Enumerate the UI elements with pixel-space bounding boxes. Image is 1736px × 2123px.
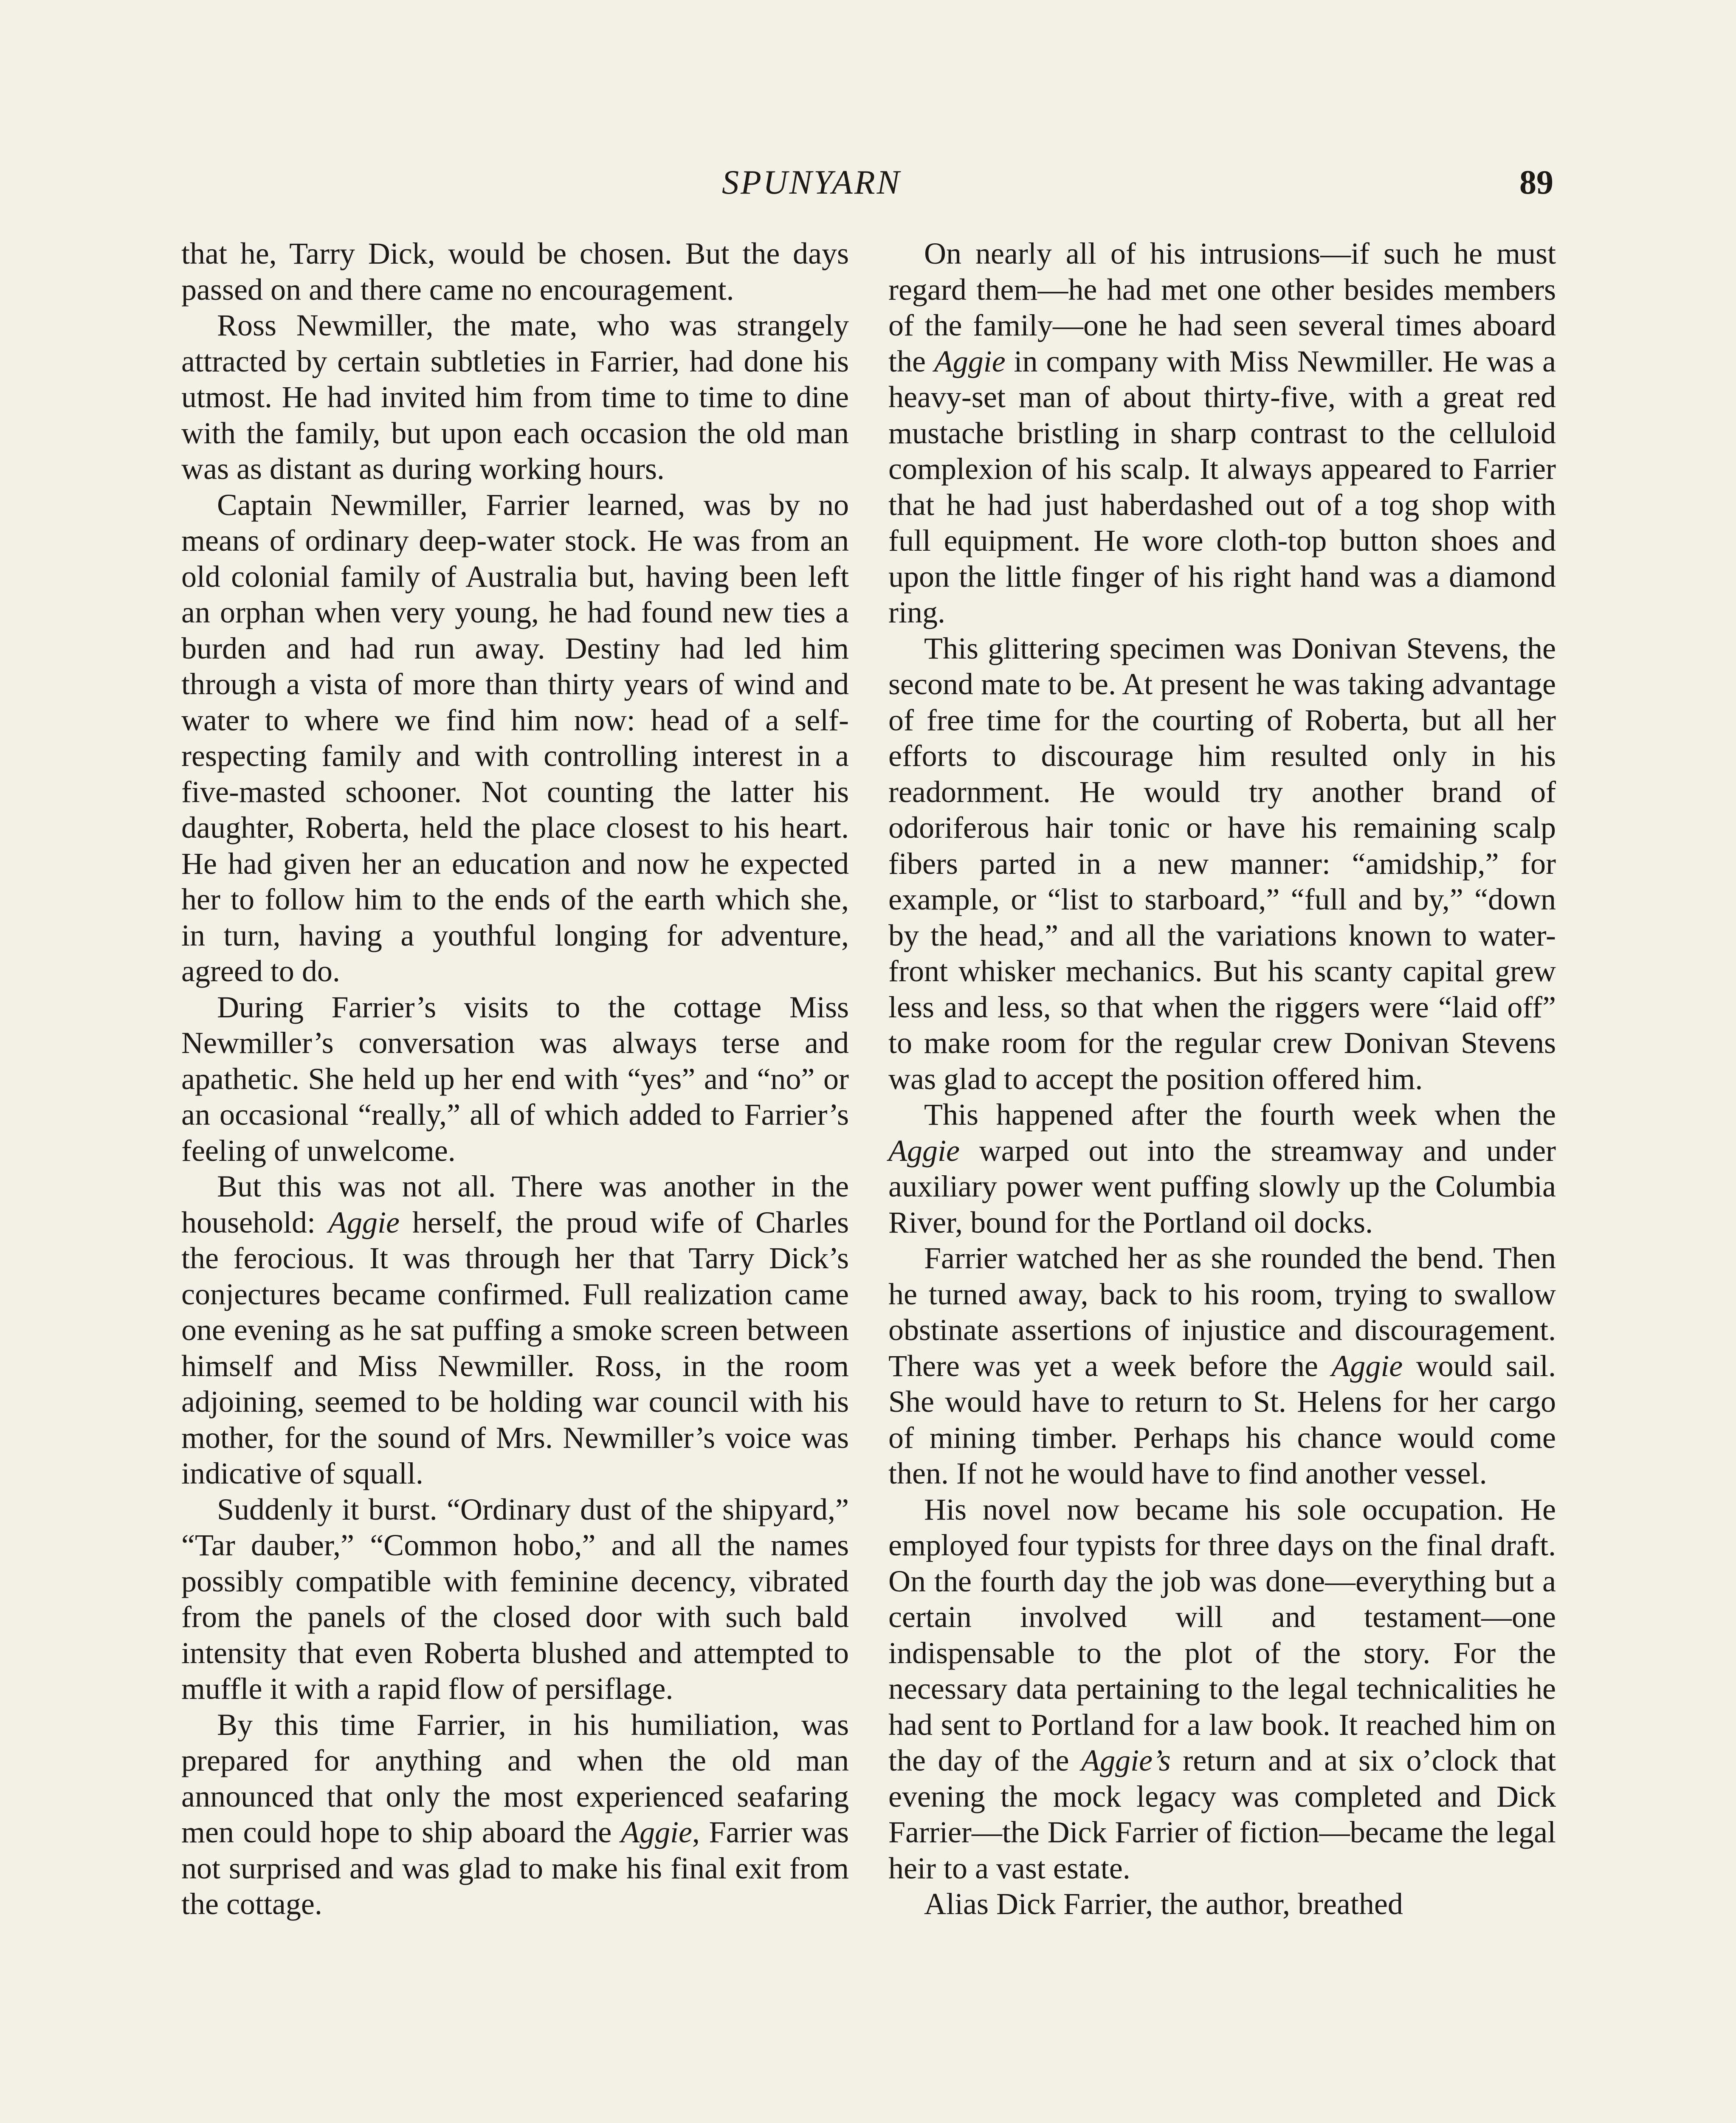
ship-name: Aggie xyxy=(1331,1349,1403,1383)
paragraph: But this was not all. There was another in the household: Aggie herself, the proud wife of Charles the ferocious. It was through her that Tarry Dick’s conjectures became confirmed. Full realization came one evening as he sat puffing a smoke screen between himself and Miss Newmiller. Ross, in the room adjoining, seemed to be holding war council with his mother, for the sound of Mrs. Newmiller’s voice was indicative of squall. xyxy=(181,1169,849,1490)
paragraph: This glittering specimen was Donivan Stevens, the second mate to be. At present he was taking advantage of free time for the courting of Roberta, but all her efforts to discourage him resulted only in his readornment. He would try another brand of odoriferous hair tonic or have his remaining scalp fibers parted in a new manner: “amidship,” for example, or “list to starboard,” “full and by,” “down by the head,” and all the variations known to water-front whisker mechanics. But his scanty capital grew less and less, so that when the riggers were “laid off” to make room for the regular crew Donivan Stevens was glad to accept the position offered him. xyxy=(888,631,1556,1096)
paragraph: By this time Farrier, in his humiliation, was prepared for anything and when the old man announced that only the most experienced seafaring men could hope to ship aboard the Aggie, Farrier was not surprised and was glad to make his final exit from the cottage. xyxy=(181,1707,849,1921)
ship-name: Aggie xyxy=(934,344,1006,378)
ship-name: Aggie xyxy=(620,1815,692,1849)
ship-name: Aggie’s xyxy=(1081,1743,1171,1777)
paragraph: Captain Newmiller, Farrier learned, was by no means of ordinary deep-water stock. He was from an old colonial family of Australia but, having been left an orphan when very young, he had found new ties a burden and had run away. Destiny had led him through a vista of more than thirty years of wind and water to where we find him now: head of a self-respecting family and with controlling interest in a five-masted schooner. Not counting the latter his daughter, Roberta, held the place closest to his heart. He had given her an education and now he expected her to follow him to the ends of the earth which she, in turn, having a youthful longing for adventure, agreed to do. xyxy=(181,487,849,988)
paragraph: Farrier watched her as she rounded the bend. Then he turned away, back to his room, trying to swallow obstinate assertions of injustice and discouragement. There was yet a week before the Aggie would sail. She would have to return to St. Helens for her cargo of mining timber. Perhaps his chance would come then. If not he would have to find another vessel. xyxy=(888,1241,1556,1490)
right-column xyxy=(888,236,1556,1922)
left-column xyxy=(181,236,849,1922)
paragraph: Ross Newmiller, the mate, who was strangely attracted by certain subtleties in Farrier, had done his utmost. He had invited him from time to time to dine with the family, but upon each occasion the old man was as distant as during working hours. xyxy=(181,308,849,486)
ship-name: Aggie xyxy=(888,1133,960,1168)
paragraph: that he, Tarry Dick, would be chosen. But the days passed on and there came no encouragement. xyxy=(181,237,849,307)
paragraph: During Farrier’s visits to the cottage Miss Newmiller’s conversation was always terse and apathetic. She held up her end with “yes” and “no” or an occasional “really,” all of which added to Farrier’s feeling of unwelcome. xyxy=(181,990,849,1168)
paragraph: Alias Dick Farrier, the author, breathed xyxy=(924,1887,1403,1921)
ship-name: Aggie xyxy=(328,1205,400,1239)
paragraph: This happened after the fourth week when the Aggie warped out into the streamway and under auxiliary power went puffing slowly up the Columbia River, bound for the Portland oil docks. xyxy=(888,1098,1556,1239)
paragraph: His novel now became his sole occupation. He employed four typists for three days on the final draft. On the fourth day the job was done—everything but a certain involved will and testament—one indispensable to the plot of the story. For the necessary data pertaining to the legal technicalities he had sent to Portland for a law book. It reached him on the day of the Aggie’s return and at six o’clock that evening the mock legacy was completed and Dick Farrier—the Dick Farrier of fiction—became the legal heir to a vast estate. xyxy=(888,1492,1556,1885)
running-head: SPUNYARN xyxy=(722,164,901,201)
paragraph: On nearly all of his intrusions—if such he must regard them—he had met one other besides members of the family—one he had seen several times aboard the Aggie in company with Miss Newmiller. He was a heavy-set man of about thirty-five, with a great red mustache bristling in sharp contrast to the celluloid complexion of his scalp. It always appeared to Farrier that he had just haberdashed out of a tog shop with full equipment. He wore cloth-top button shoes and upon the little finger of his right hand was a diamond ring. xyxy=(888,237,1556,629)
paragraph: Suddenly it burst. “Ordinary dust of the shipyard,” “Tar dauber,” “Common hobo,” and all the names possibly compatible with feminine decency, vibrated from the panels of the closed door with such bald intensity that even Roberta blushed and attempted to muffle it with a rapid flow of persiflage. xyxy=(181,1492,849,1706)
page-number: 89 xyxy=(1519,164,1553,201)
